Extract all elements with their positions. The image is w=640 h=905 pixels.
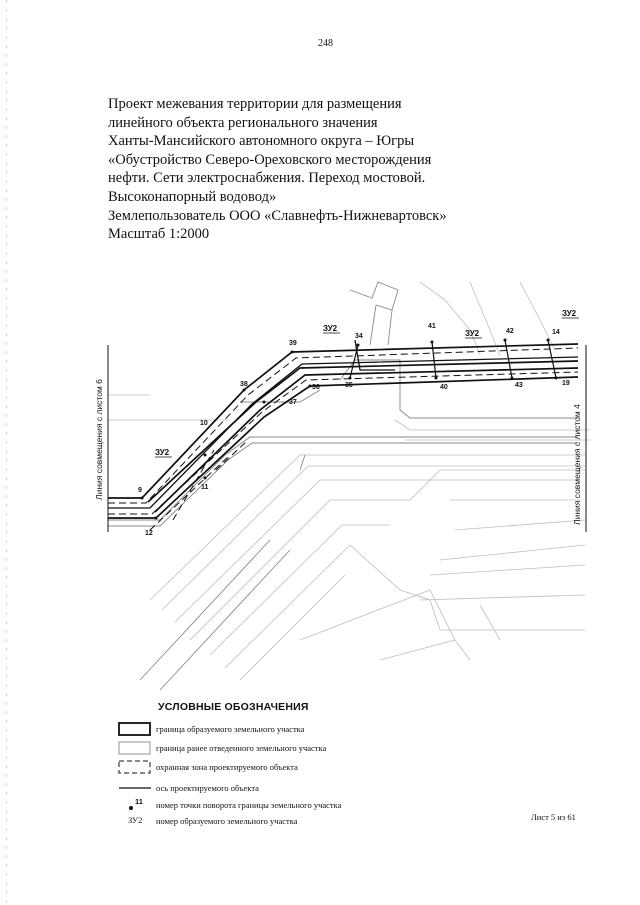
page-number: 248: [318, 38, 333, 49]
legend-text: охранная зона проектируемого объекта: [156, 762, 298, 772]
point-label: 34: [355, 333, 363, 340]
legend-text: номер точки поворота границы земельного участка: [156, 800, 342, 810]
point-label: 35: [345, 382, 353, 389]
title-line: Землепользователь ООО «Славнефть-Нижневартовск»: [108, 207, 447, 224]
thick-boundary-symbol: [118, 721, 152, 737]
title-line: Проект межевания территории для размещения: [108, 96, 402, 112]
title-line: Масштаб 1:2000: [108, 226, 210, 243]
legend-text: ось проектируемого объекта: [156, 783, 259, 793]
legend-text: граница ранее отведенного земельного участка: [156, 743, 327, 753]
point-label: 37: [289, 399, 297, 406]
parcel-label: ЗУ2: [562, 309, 577, 318]
legend-symbol-label: 11: [135, 797, 143, 806]
title-line: Высоконапорный водовод»: [108, 188, 277, 205]
legend-title: УСЛОВНЫЕ ОБОЗНАЧЕНИЯ: [158, 701, 309, 713]
point-label: 42: [506, 328, 514, 335]
point-markers: [141, 339, 558, 520]
right-match-line-label: Линия совмещения с листом 4: [572, 404, 582, 525]
formed-parcel: [108, 344, 578, 518]
legend-text: номер образуемого земельного участка: [156, 816, 298, 826]
background-parcels: [108, 282, 590, 680]
point-label: 41: [428, 323, 436, 330]
point-label: 11: [201, 484, 209, 491]
point-label: 9: [138, 487, 142, 494]
dashed-zone-symbol: [118, 759, 152, 775]
project-axis: [108, 340, 578, 508]
point-label: 12: [145, 530, 153, 537]
point-label: 43: [515, 382, 523, 389]
left-match-line-label: Линия совмещения с листом 6: [94, 379, 104, 500]
legend-text: граница образуемого земельного участка: [156, 724, 305, 734]
sheet-number: Лист 5 из 61: [531, 812, 576, 822]
title-line: Ханты-Мансийского автономного округа – Югры: [108, 133, 415, 150]
point-label: 36: [312, 384, 320, 391]
parcel-label: ЗУ2: [465, 329, 480, 338]
title-line: «Обустройство Северо-Ореховского месторождения: [108, 151, 432, 168]
point-label: 10: [200, 420, 208, 427]
title-line: нефти. Сети электроснабжения. Переход мостовой.: [108, 170, 426, 187]
point-label: 38: [240, 381, 248, 388]
legend-symbol-label: ЗУ2: [128, 815, 143, 825]
point-label: 14: [552, 329, 560, 336]
thin-boundary-symbol: [118, 740, 152, 756]
title-line: линейного объекта регионального значения: [108, 114, 378, 131]
axis-line-symbol: [118, 780, 152, 796]
point-label: 39: [289, 340, 297, 347]
parcel-label: ЗУ2: [323, 324, 338, 333]
previous-boundaries: [108, 282, 578, 690]
match-lines: [108, 345, 586, 532]
point-label: 19: [562, 380, 570, 387]
parcel-label: ЗУ2: [155, 448, 170, 457]
point-label: 40: [440, 384, 448, 391]
